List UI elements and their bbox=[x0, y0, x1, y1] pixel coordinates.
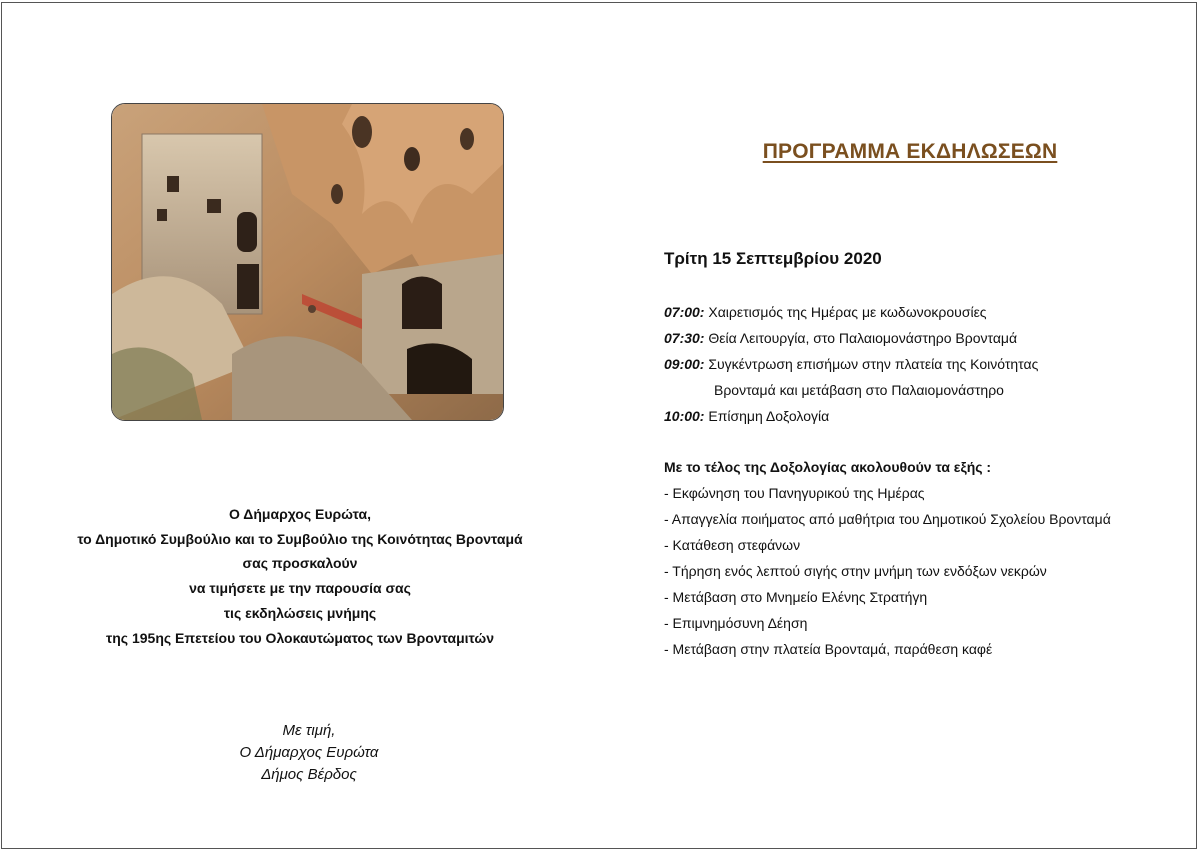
event-date: Τρίτη 15 Σεπτεμβρίου 2020 bbox=[664, 249, 882, 268]
signature-line: Δήμος Βέρδος bbox=[261, 766, 357, 783]
signature-block bbox=[159, 720, 459, 786]
list-item: - Εκφώνηση του Πανηγυρικού της Ημέρας bbox=[664, 485, 925, 501]
schedule-row bbox=[664, 406, 1038, 432]
schedule-time: 09:00: bbox=[664, 356, 705, 372]
schedule-row-continuation bbox=[664, 380, 1038, 406]
schedule-row bbox=[664, 328, 1038, 354]
invitation-line: σας προσκαλούν bbox=[242, 555, 358, 572]
invitation-line: να τιμήσετε με την παρουσία σας bbox=[189, 580, 411, 597]
invitation-line: Ο Δήμαρχος Ευρώτα, bbox=[229, 506, 371, 522]
signature-line: Με τιμή, bbox=[282, 722, 336, 739]
list-item: - Τήρηση ενός λεπτού σιγής στην μνήμη των ενδόξων νεκρών bbox=[664, 563, 1047, 579]
list-item: - Απαγγελία ποιήματος από μαθήτρια του Δημοτικού Σχολείου Βρονταμά bbox=[664, 511, 1111, 527]
list-item: - Επιμνημόσυνη Δέηση bbox=[664, 615, 808, 631]
list-item: - Κατάθεση στεφάνων bbox=[664, 537, 801, 553]
monastery-photo bbox=[111, 103, 504, 421]
schedule-time: 10:00: bbox=[664, 408, 705, 424]
schedule-text: Βρονταμά και μετάβαση στο Παλαιομονάστηρο bbox=[714, 382, 1004, 398]
schedule-text: Συγκέντρωση επισήμων στην πλατεία της Κοινότητας bbox=[708, 356, 1039, 372]
schedule-list bbox=[664, 302, 1038, 432]
schedule-row bbox=[664, 354, 1038, 380]
invitation-line: το Δημοτικό Συμβούλιο και το Συμβούλιο της Κοινότητας Βρονταμά bbox=[77, 530, 523, 547]
invitation-line: τις εκδηλώσεις μνήμης bbox=[223, 604, 377, 621]
schedule-time: 07:30: bbox=[664, 330, 705, 346]
monastery-photo-illustration bbox=[112, 104, 503, 420]
schedule-text: Επίσημη Δοξολογία bbox=[708, 408, 830, 424]
signature-line: Ο Δήμαρχος Ευρώτα bbox=[239, 744, 379, 761]
list-item: - Μετάβαση στην πλατεία Βρονταμά, παράθεση καφέ bbox=[664, 641, 993, 657]
list-item: - Μετάβαση στο Μνημείο Ελένης Στρατήγη bbox=[664, 589, 928, 605]
schedule-text: Θεία Λειτουργία, στο Παλαιομονάστηρο Βρονταμά bbox=[708, 330, 1018, 346]
schedule-row bbox=[664, 302, 1038, 328]
after-doxology-list bbox=[664, 483, 1111, 665]
after-doxology-heading: Με το τέλος της Δοξολογίας ακολουθούν τα εξής : bbox=[664, 459, 992, 475]
program-title: ΠΡΟΓΡΑΜΜΑ ΕΚΔΗΛΩΣΕΩΝ bbox=[762, 140, 1058, 163]
schedule-text: Χαιρετισμός της Ημέρας με κωδωνοκρουσίες bbox=[708, 304, 987, 320]
invitation-line: της 195ης Επετείου του Ολοκαυτώματος των Βρονταμιτών bbox=[105, 629, 495, 646]
schedule-time: 07:00: bbox=[664, 304, 705, 320]
invitation-text bbox=[40, 502, 560, 650]
